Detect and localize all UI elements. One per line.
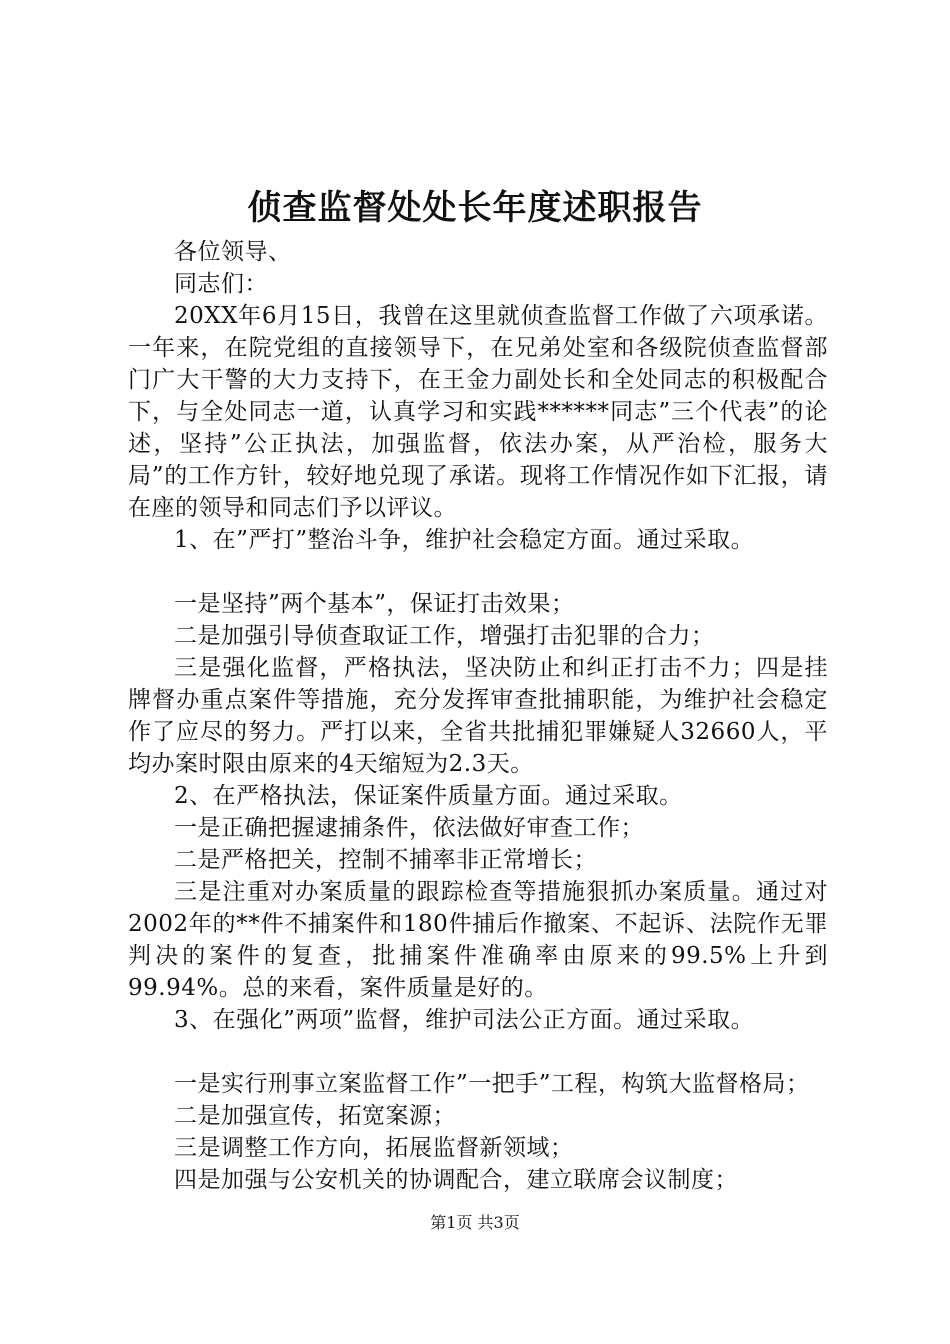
section-heading: 3、在强化”两项”监督，维护司法公正方面。通过采取。	[174, 1007, 755, 1033]
page-number-footer: 第1页 共3页	[430, 1213, 520, 1232]
body-paragraph: 四是加强与公安机关的协调配合，建立联席会议制度；	[174, 1167, 738, 1193]
body-paragraph: 二是严格把关，控制不捕率非正常增长；	[174, 847, 597, 873]
section-heading: 2、在严格执法，保证案件质量方面。通过采取。	[174, 783, 683, 809]
document-body	[128, 236, 828, 1196]
body-paragraph: 一是正确把握逮捕条件，依法做好审查工作；	[174, 815, 644, 841]
body-paragraph: 三是强化监督，严格执法，坚决防止和纠正打击不力；四是挂牌督办重点案件等措施，充分发挥审查批捕职能，为维护社会稳定作了应尽的努力。严打以来，全省共批捕犯罪嫌疑人32660人，平均办案时限由原来的4天缩短为2.3天。	[128, 655, 828, 777]
body-paragraph: 一是实行刑事立案监督工作”一把手”工程，构筑大监督格局；	[174, 1071, 810, 1097]
section-heading: 1、在”严打”整治斗争，维护社会稳定方面。通过采取。	[174, 527, 755, 553]
body-paragraph: 三是注重对办案质量的跟踪检查等措施狠抓办案质量。通过对2002年的**件不捕案件和180件捕后作撤案、不起诉、法院作无罪判决的案件的复查，批捕案件准确率由原来的99.5%上升到99.94%。总的来看，案件质量是好的。	[128, 879, 828, 1001]
body-paragraph: 一是坚持”两个基本”，保证打击效果；	[174, 591, 575, 617]
body-paragraph: 三是调整工作方向，拓展监督新领域；	[174, 1135, 574, 1161]
body-paragraph: 二是加强引导侦查取证工作，增强打击犯罪的合力；	[174, 623, 715, 649]
salutation-line: 同志们：	[174, 271, 268, 297]
document-title: 侦查监督处处长年度述职报告	[247, 188, 703, 228]
salutation-line: 各位领导、	[174, 239, 292, 265]
body-paragraph: 二是加强宣传，拓宽案源；	[174, 1103, 456, 1129]
intro-paragraph: 20XX年6月15日，我曾在这里就侦查监督工作做了六项承诺。一年来，在院党组的直接领导下，在兄弟处室和各级院侦查监督部门广大干警的大力支持下，在王金力副处长和全处同志的积极配合下，与全处同志一道，认真学习和实践******同志”三个代表”的论述，坚持”公正执法，加强监督，依法办案，从严治检，服务大局”的工作方针，较好地兑现了承诺。现将工作情况作如下汇报，请在座的领导和同志们予以评议。	[128, 303, 828, 521]
